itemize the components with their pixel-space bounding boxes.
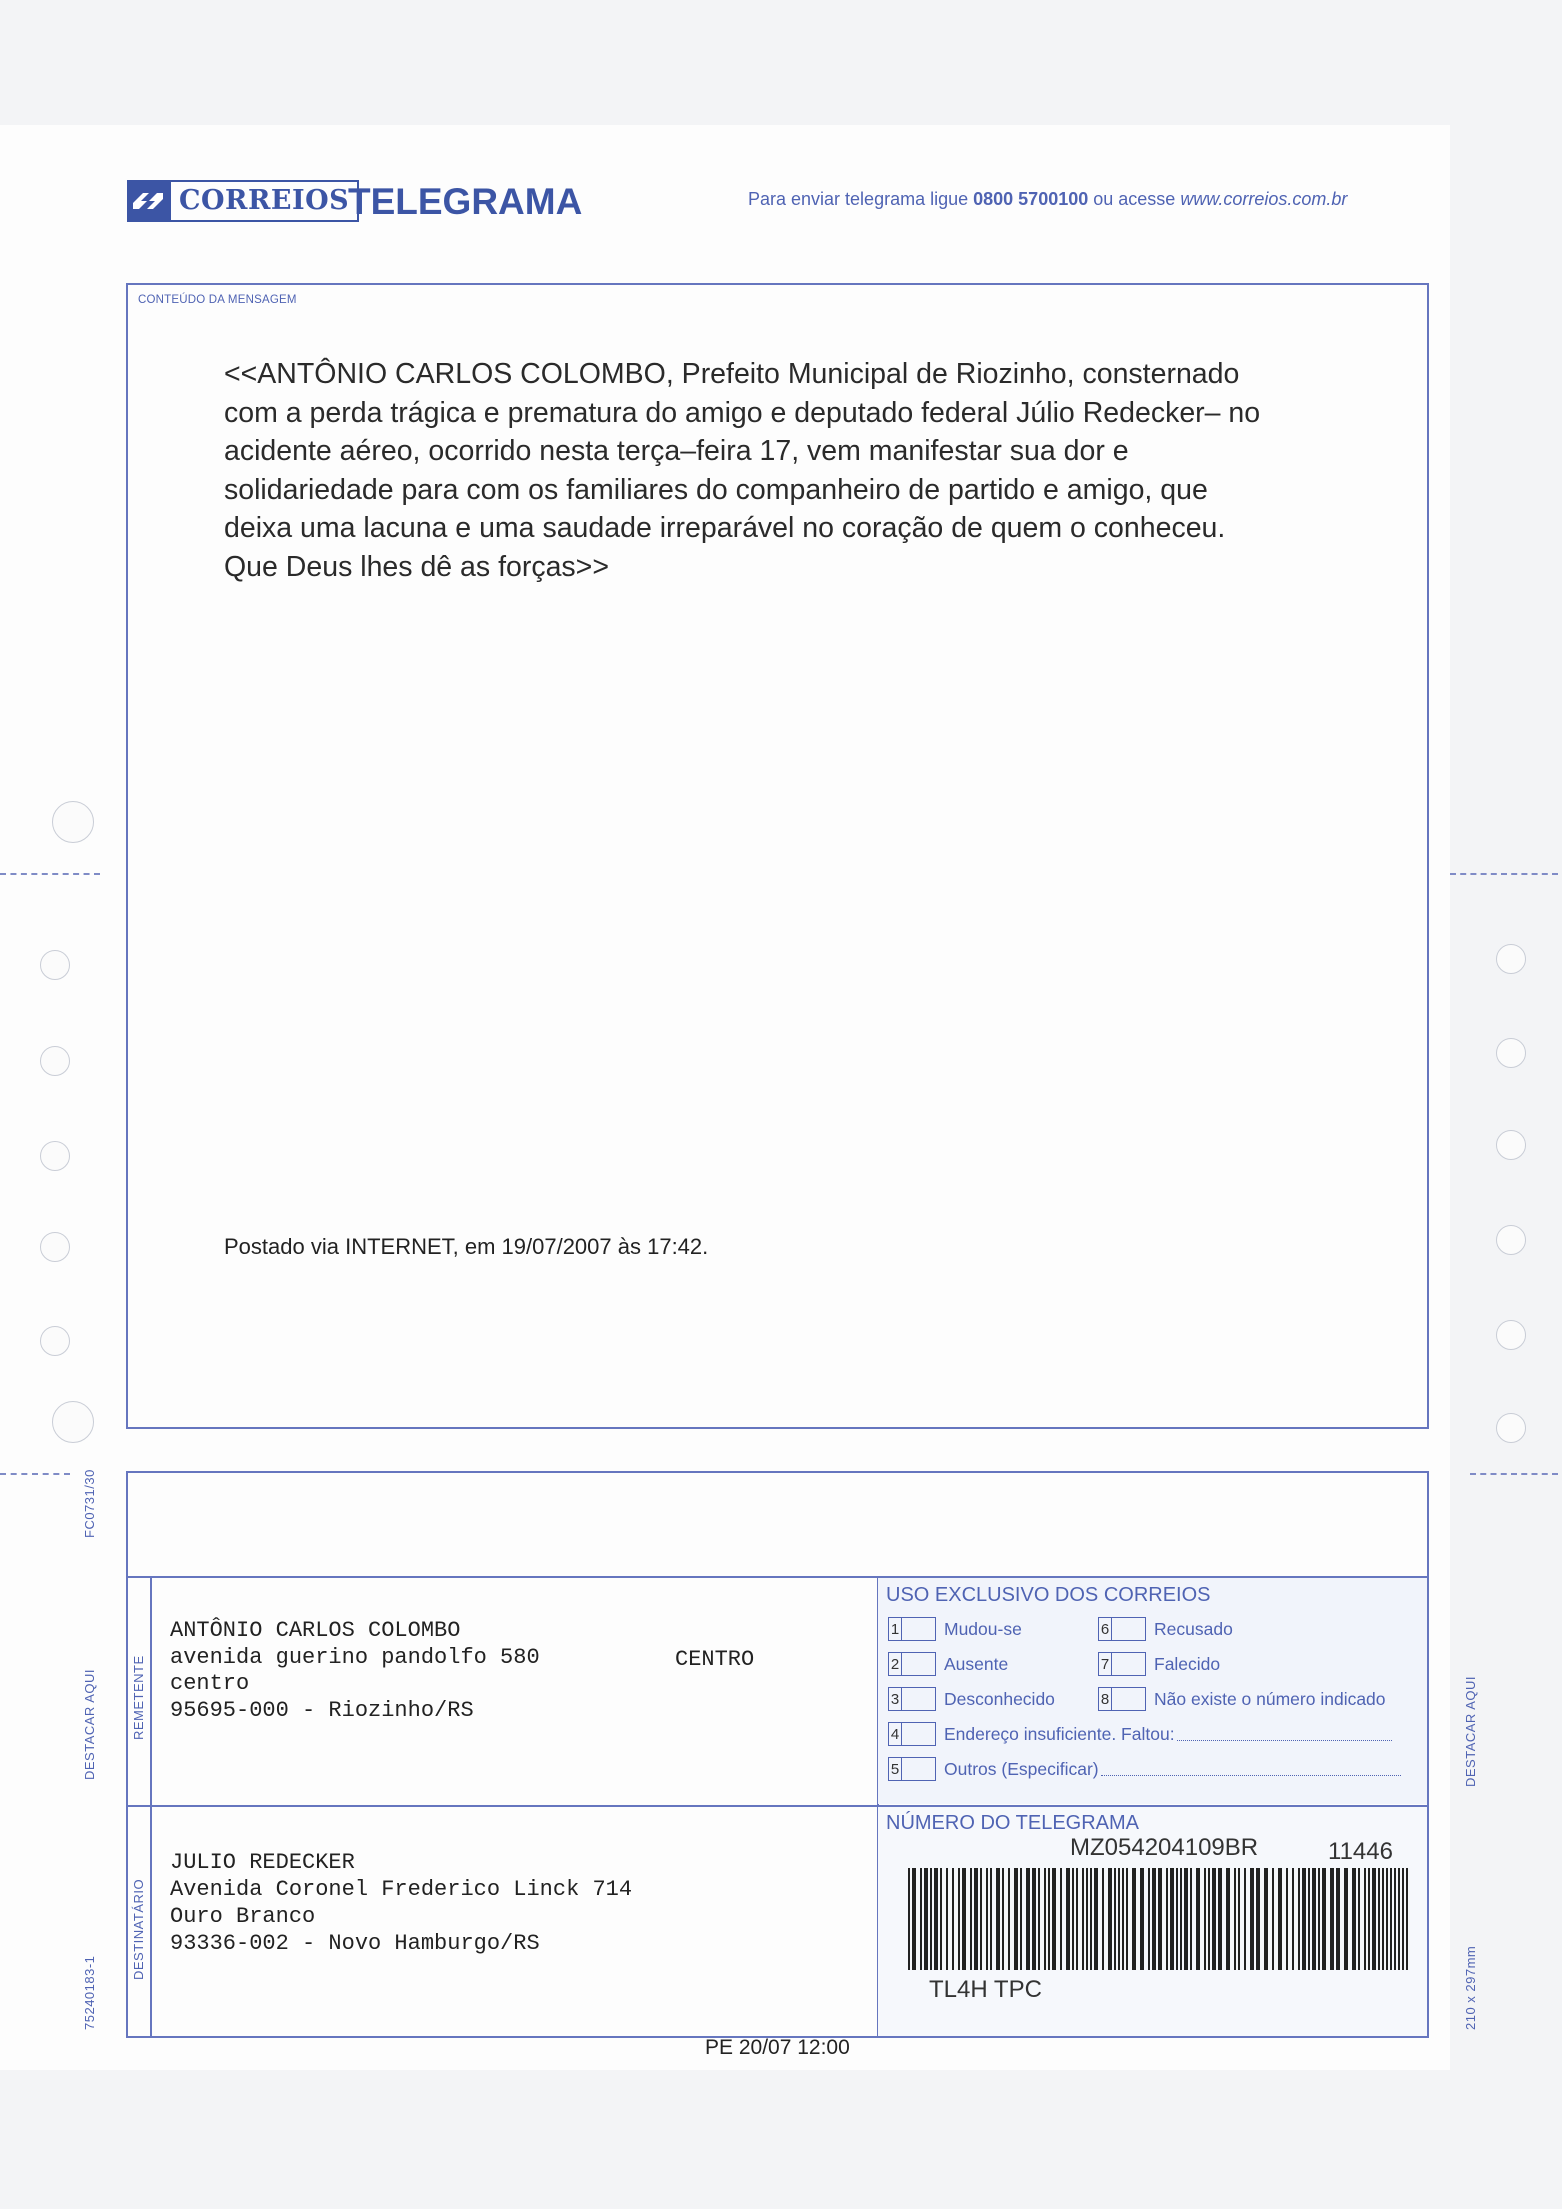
detach-here-right: DESTACAR AQUI (1463, 1675, 1478, 1787)
barcode-bar (1298, 1868, 1300, 1970)
checkbox[interactable] (1112, 1687, 1146, 1711)
correios-arrows-icon (127, 180, 169, 222)
barcode-bar (1352, 1868, 1356, 1970)
barcode-bar (1244, 1868, 1246, 1970)
barcode-bar (1196, 1868, 1200, 1970)
barcode-bar (1256, 1868, 1260, 1970)
call-middle: ou acesse (1088, 189, 1181, 209)
perforation-hole (1496, 1225, 1526, 1255)
barcode-bar (1086, 1868, 1088, 1970)
barcode-bar (1026, 1868, 1030, 1970)
recipient-section-label: DESTINATÁRIO (131, 1878, 146, 1980)
barcode-bar (1358, 1868, 1360, 1970)
message-section-label: CONTEÚDO DA MENSAGEM (138, 294, 297, 306)
barcode-bar (1066, 1868, 1070, 1970)
barcode-bar (1250, 1868, 1254, 1970)
perforation-hole (52, 801, 94, 843)
contact-info (748, 189, 1347, 210)
recipient-district: Ouro Branco (170, 1904, 316, 1929)
checkbox[interactable] (902, 1757, 936, 1781)
message-line: com a perda trágica e prematura do amigo e deputado federal Júlio Redecker– no (224, 396, 1261, 429)
barcode-bar (1048, 1868, 1050, 1970)
paper-size-label: 210 x 297mm (1463, 1945, 1478, 2030)
barcode-bar (1208, 1868, 1210, 1970)
option-deceased[interactable]: 7 Falecido (1098, 1652, 1220, 1676)
sender-district-tag: CENTRO (675, 1647, 755, 1672)
barcode-bar (1308, 1868, 1310, 1970)
barcode-bar (1372, 1868, 1376, 1970)
option-unknown[interactable]: 3 Desconhecido (888, 1687, 1055, 1711)
message-line: Que Deus lhes dê as forças>> (224, 550, 609, 583)
message-line: acidente aéreo, ocorrido nesta terça–feira 17, vem manifestar sua dor e (224, 435, 1129, 467)
barcode-bar (912, 1868, 916, 1970)
option-moved[interactable]: 1 Mudou-se (888, 1617, 1022, 1641)
barcode-bar (1292, 1868, 1294, 1970)
call-prefix: Para enviar telegrama ligue (748, 189, 974, 209)
barcode-bar (1082, 1868, 1084, 1970)
barcode-bar (1322, 1868, 1326, 1970)
tear-line-left-lower (0, 1473, 70, 1475)
recipient-name: JULIO REDECKER (170, 1850, 355, 1875)
telegram-sequence: 11446 (1328, 1838, 1393, 1865)
sender-district: centro (170, 1671, 250, 1696)
barcode-bar (1336, 1868, 1340, 1970)
barcode-bar (1060, 1868, 1062, 1970)
barcode-bar (1122, 1868, 1124, 1970)
barcode-bar (1272, 1868, 1274, 1970)
divider (150, 1576, 152, 2037)
barcode-bar (1190, 1868, 1192, 1970)
perforation-hole (1496, 1320, 1526, 1350)
barcode-bar (1102, 1868, 1104, 1970)
barcode-bar (1032, 1868, 1036, 1970)
post-office-use-title: USO EXCLUSIVO DOS CORREIOS (886, 1584, 1211, 1606)
posted-info: Postado via INTERNET, em 19/07/2007 às 17:42. (224, 1234, 709, 1259)
barcode-bar (1330, 1868, 1334, 1970)
barcode-bar (1126, 1868, 1128, 1970)
detach-here-left: DESTACAR AQUI (82, 1668, 97, 1780)
perforation-hole (40, 1232, 70, 1262)
barcode-bar (930, 1868, 932, 1970)
barcode-bar (952, 1868, 954, 1970)
barcode-bar (996, 1868, 1000, 1970)
perforation-hole (40, 1326, 70, 1356)
barcode-bar (1184, 1868, 1188, 1970)
barcode-bar (1386, 1868, 1388, 1970)
fill-line (1177, 1728, 1392, 1741)
perforation-hole (1496, 1130, 1526, 1160)
perforation-hole (40, 950, 70, 980)
barcode-bar (986, 1868, 988, 1970)
checkbox[interactable] (902, 1617, 936, 1641)
sender-section-label: REMETENTE (131, 1655, 146, 1740)
barcode (908, 1868, 1412, 1970)
barcode-bar (1140, 1868, 1144, 1970)
perforation-hole (52, 1401, 94, 1443)
barcode-bar (1158, 1868, 1162, 1970)
barcode-bar (962, 1868, 966, 1970)
barcode-bar (1148, 1868, 1150, 1970)
document-title: TELEGRAMA (348, 181, 583, 222)
option-insufficient-address[interactable]: 4 Endereço insuficiente. Faltou: (888, 1722, 1392, 1746)
barcode-bar (1226, 1868, 1230, 1970)
sender-cep-city: 95695-000 - Riozinho/RS (170, 1698, 474, 1723)
checkbox[interactable] (1112, 1617, 1146, 1641)
barcode-bar (970, 1868, 972, 1970)
barcode-bar (1264, 1868, 1268, 1970)
stock-code-label: 75240183-1 (82, 1955, 97, 2030)
perforation-hole (40, 1141, 70, 1171)
checkbox[interactable] (1112, 1652, 1146, 1676)
recipient-cep-city: 93336-002 - Novo Hamburgo/RS (170, 1931, 540, 1956)
barcode-bar (1052, 1868, 1056, 1970)
barcode-bar (1170, 1868, 1174, 1970)
option-refused[interactable]: 6 Recusado (1098, 1617, 1233, 1641)
barcode-bar (1020, 1868, 1022, 1970)
brand-name: CORREIOS (169, 180, 359, 222)
recipient-street: Avenida Coronel Frederico Linck 714 (170, 1877, 633, 1902)
barcode-bar (1072, 1868, 1074, 1970)
barcode-bar (1090, 1868, 1092, 1970)
barcode-bar (1318, 1868, 1320, 1970)
barcode-bar (1118, 1868, 1120, 1970)
barcode-bar (908, 1868, 910, 1970)
tear-line-right-lower (1470, 1473, 1558, 1475)
barcode-bar (1378, 1868, 1380, 1970)
barcode-bar (1278, 1868, 1282, 1970)
barcode-bar (1238, 1868, 1240, 1970)
perforation-hole (1496, 1413, 1526, 1443)
barcode-bar (1212, 1868, 1216, 1970)
option-absent[interactable]: 2 Ausente (888, 1652, 1008, 1676)
option-others[interactable]: 5 Outros (Especificar) (888, 1757, 1401, 1781)
sender-name: ANTÔNIO CARLOS COLOMBO (170, 1618, 461, 1643)
barcode-bar (1108, 1868, 1112, 1970)
barcode-bar (1180, 1868, 1182, 1970)
barcode-bar (1364, 1868, 1366, 1970)
perforation-hole (40, 1046, 70, 1076)
barcode-bar (1344, 1868, 1348, 1970)
telegram-number: MZ054204109BR (1070, 1834, 1259, 1861)
tear-line-left-upper (0, 873, 100, 875)
fill-line (1101, 1763, 1401, 1776)
perforation-hole (1496, 1038, 1526, 1068)
barcode-bar (1204, 1868, 1206, 1970)
barcode-bar (1390, 1868, 1392, 1970)
barcode-bar (1114, 1868, 1116, 1970)
barcode-bar (946, 1868, 948, 1970)
barcode-bar (990, 1868, 992, 1970)
barcode-bar (1176, 1868, 1178, 1970)
barcode-bar (1312, 1868, 1316, 1970)
barcode-bar (974, 1868, 978, 1970)
barcode-bar (980, 1868, 982, 1970)
checkbox[interactable] (902, 1687, 936, 1711)
form-code-label: FC0731/30 (82, 1469, 97, 1538)
correios-logo (127, 180, 359, 222)
barcode-bar (1406, 1868, 1408, 1970)
barcode-bar (1076, 1868, 1078, 1970)
barcode-bar (1166, 1868, 1168, 1970)
barcode-bar (1132, 1868, 1136, 1970)
barcode-bar (1014, 1868, 1018, 1970)
website-link[interactable]: www.correios.com.br (1180, 189, 1348, 209)
barcode-bar (1234, 1868, 1236, 1970)
message-body (224, 355, 1424, 586)
barcode-bar (1038, 1868, 1040, 1970)
sender-street: avenida guerino pandolfo 580 (170, 1645, 540, 1670)
barcode-bar (924, 1868, 928, 1970)
message-line: deixa uma lacuna e uma saudade irreparável no coração de quem o conheceu. (224, 512, 1226, 544)
barcode-bar (1382, 1868, 1384, 1970)
barcode-bar (1394, 1868, 1396, 1970)
barcode-bar (1044, 1868, 1046, 1970)
barcode-bar (1152, 1868, 1156, 1970)
phone-number: 0800 5700100 (973, 189, 1089, 209)
postmark-stamp: PE 20/07 12:00 (705, 2036, 850, 2059)
barcode-bar (958, 1868, 960, 1970)
option-no-such-number[interactable]: 8 Não existe o número indicado (1098, 1687, 1386, 1711)
barcode-bar (1002, 1868, 1004, 1970)
barcode-bar (1094, 1868, 1098, 1970)
telegram-number-label: NÚMERO DO TELEGRAMA (886, 1812, 1139, 1834)
checkbox[interactable] (902, 1722, 936, 1746)
barcode-bar (1398, 1868, 1400, 1970)
checkbox[interactable] (902, 1652, 936, 1676)
barcode-bar (934, 1868, 938, 1970)
barcode-bar (1286, 1868, 1288, 1970)
tear-line-right-upper (1450, 873, 1558, 875)
message-line: solidariedade para com os familiares do companheiro de partido e amigo, que (224, 473, 1208, 506)
barcode-bar (940, 1868, 942, 1970)
barcode-bar (1302, 1868, 1306, 1970)
barcode-bar (1402, 1868, 1404, 1970)
barcode-bar (1368, 1868, 1370, 1970)
barcode-bar (920, 1868, 922, 1970)
barcode-bar (1008, 1868, 1010, 1970)
telegram-code: TL4H TPC (929, 1976, 1042, 2003)
message-line: <<ANTÔNIO CARLOS COLOMBO, Prefeito Municipal de Riozinho, consternado (224, 358, 1240, 390)
barcode-bar (1218, 1868, 1222, 1970)
perforation-hole (1496, 944, 1526, 974)
